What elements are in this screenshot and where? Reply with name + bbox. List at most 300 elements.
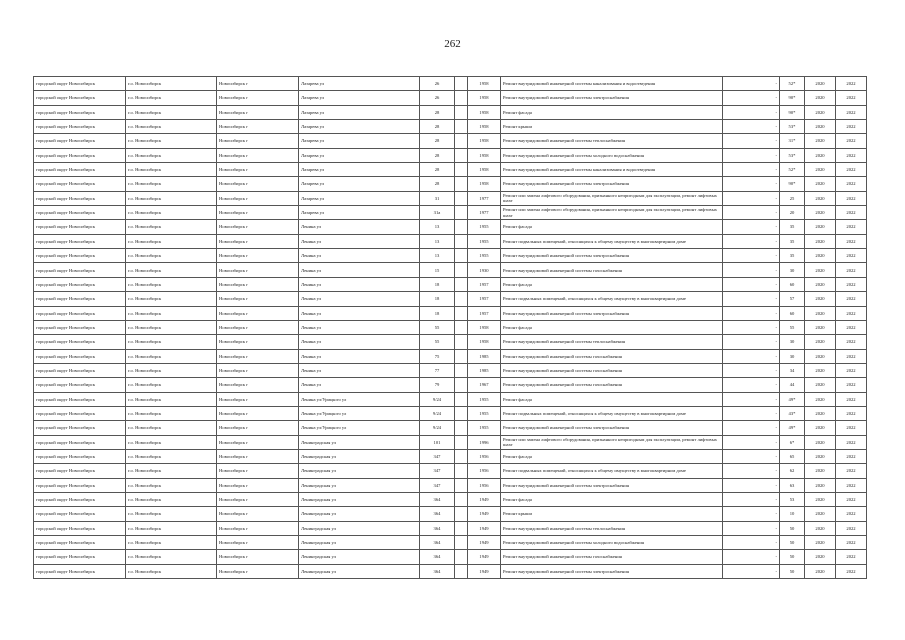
- cell-value: 52*: [780, 77, 805, 91]
- cell-blank: -: [723, 105, 780, 119]
- cell-value: 49*: [780, 392, 805, 406]
- table-row: [34, 536, 867, 550]
- cell-work-type: Ремонт внутридомовой инженерной системы электроснабжения: [501, 564, 723, 578]
- cell-settlement: Новосибирск г: [217, 478, 299, 492]
- cell-municipality: городской округ Новосибирск: [34, 435, 126, 449]
- cell-year-from: 2020: [805, 292, 836, 306]
- cell-year-to: 2022: [836, 234, 867, 248]
- cell-district: г.о. Новосибирск: [126, 507, 217, 521]
- cell-building: [455, 277, 468, 291]
- cell-building: [455, 335, 468, 349]
- table-row: [34, 77, 867, 91]
- cell-district: г.о. Новосибирск: [126, 120, 217, 134]
- cell-year-to: 2022: [836, 134, 867, 148]
- cell-house: 364: [420, 521, 455, 535]
- table-row: [34, 277, 867, 291]
- cell-year: 1957: [468, 277, 501, 291]
- cell-year-from: 2020: [805, 536, 836, 550]
- table-row: [34, 449, 867, 463]
- cell-district: г.о. Новосибирск: [126, 464, 217, 478]
- cell-district: г.о. Новосибирск: [126, 363, 217, 377]
- cell-year-to: 2022: [836, 277, 867, 291]
- cell-year: 1996: [468, 435, 501, 449]
- cell-settlement: Новосибирск г: [217, 120, 299, 134]
- cell-blank: -: [723, 492, 780, 506]
- cell-year: 1977: [468, 206, 501, 220]
- cell-house: 18: [420, 277, 455, 291]
- cell-work-type: Ремонт внутридомовой инженерной системы теплоснабжения: [501, 335, 723, 349]
- cell-house: 364: [420, 550, 455, 564]
- cell-blank: -: [723, 564, 780, 578]
- cell-blank: -: [723, 234, 780, 248]
- cell-building: [455, 105, 468, 119]
- cell-year-to: 2022: [836, 77, 867, 91]
- cell-district: г.о. Новосибирск: [126, 263, 217, 277]
- cell-year: 1985: [468, 349, 501, 363]
- cell-year-to: 2022: [836, 464, 867, 478]
- cell-blank: -: [723, 521, 780, 535]
- cell-work-type: Ремонт фасада: [501, 320, 723, 334]
- cell-value: 20: [780, 206, 805, 220]
- cell-municipality: городской округ Новосибирск: [34, 234, 126, 248]
- cell-value: 30: [780, 335, 805, 349]
- cell-building: [455, 478, 468, 492]
- cell-district: г.о. Новосибирск: [126, 378, 217, 392]
- cell-work-type: Ремонт внутридомовой инженерной системы электроснабжения: [501, 177, 723, 191]
- cell-house: 13: [420, 249, 455, 263]
- cell-street: Ленинградская ул: [299, 550, 420, 564]
- cell-municipality: городской округ Новосибирск: [34, 536, 126, 550]
- cell-building: [455, 378, 468, 392]
- cell-municipality: городской округ Новосибирск: [34, 91, 126, 105]
- cell-settlement: Новосибирск г: [217, 105, 299, 119]
- cell-district: г.о. Новосибирск: [126, 550, 217, 564]
- cell-municipality: городской округ Новосибирск: [34, 206, 126, 220]
- cell-district: г.о. Новосибирск: [126, 406, 217, 420]
- cell-street: Ленинградская ул: [299, 478, 420, 492]
- cell-value: 50: [780, 564, 805, 578]
- cell-building: [455, 435, 468, 449]
- cell-blank: -: [723, 120, 780, 134]
- cell-house: 13: [420, 220, 455, 234]
- cell-work-type: Ремонт подвальных помещений, относящихся к общему имуществу в многоквартирном доме: [501, 406, 723, 420]
- cell-value: 34: [780, 363, 805, 377]
- cell-settlement: Новосибирск г: [217, 249, 299, 263]
- table-row: [34, 249, 867, 263]
- cell-year: 1955: [468, 220, 501, 234]
- cell-year: 1958: [468, 134, 501, 148]
- cell-street: Ленинградская ул: [299, 449, 420, 463]
- cell-settlement: Новосибирск г: [217, 349, 299, 363]
- cell-year-to: 2022: [836, 206, 867, 220]
- cell-blank: -: [723, 449, 780, 463]
- cell-blank: -: [723, 249, 780, 263]
- cell-blank: -: [723, 507, 780, 521]
- cell-work-type: Ремонт фасада: [501, 105, 723, 119]
- table-row: [34, 220, 867, 234]
- cell-year-from: 2020: [805, 335, 836, 349]
- cell-blank: -: [723, 263, 780, 277]
- cell-settlement: Новосибирск г: [217, 177, 299, 191]
- cell-house: 15: [420, 263, 455, 277]
- cell-district: г.о. Новосибирск: [126, 206, 217, 220]
- cell-municipality: городской округ Новосибирск: [34, 120, 126, 134]
- cell-year-from: 2020: [805, 492, 836, 506]
- cell-year-from: 2020: [805, 206, 836, 220]
- cell-year-to: 2022: [836, 148, 867, 162]
- cell-year-to: 2022: [836, 292, 867, 306]
- cell-value: 43*: [780, 406, 805, 420]
- cell-building: [455, 464, 468, 478]
- cell-district: г.о. Новосибирск: [126, 249, 217, 263]
- cell-year-from: 2020: [805, 91, 836, 105]
- cell-settlement: Новосибирск г: [217, 449, 299, 463]
- cell-work-type: Ремонт внутридомовой инженерной системы газоснабжения: [501, 349, 723, 363]
- cell-municipality: городской округ Новосибирск: [34, 421, 126, 435]
- table-row: [34, 263, 867, 277]
- cell-street: Ленина ул: [299, 277, 420, 291]
- table-row: [34, 363, 867, 377]
- cell-blank: -: [723, 550, 780, 564]
- cell-value: 49*: [780, 421, 805, 435]
- cell-municipality: городской округ Новосибирск: [34, 550, 126, 564]
- cell-value: 90*: [780, 177, 805, 191]
- cell-year: 1949: [468, 536, 501, 550]
- cell-value: 35: [780, 234, 805, 248]
- cell-municipality: городской округ Новосибирск: [34, 449, 126, 463]
- cell-settlement: Новосибирск г: [217, 306, 299, 320]
- table-row: [34, 406, 867, 420]
- cell-year: 1958: [468, 105, 501, 119]
- cell-value: 53: [780, 492, 805, 506]
- cell-year-to: 2022: [836, 492, 867, 506]
- cell-blank: -: [723, 464, 780, 478]
- cell-building: [455, 249, 468, 263]
- cell-building: [455, 363, 468, 377]
- cell-settlement: Новосибирск г: [217, 320, 299, 334]
- cell-blank: -: [723, 320, 780, 334]
- cell-settlement: Новосибирск г: [217, 263, 299, 277]
- cell-street: Ленинградская ул: [299, 564, 420, 578]
- cell-street: Ленинградская ул: [299, 464, 420, 478]
- cell-year-from: 2020: [805, 564, 836, 578]
- cell-municipality: городской округ Новосибирск: [34, 392, 126, 406]
- table-row: [34, 177, 867, 191]
- table-row: [34, 349, 867, 363]
- table-row: [34, 320, 867, 334]
- cell-building: [455, 134, 468, 148]
- cell-blank: -: [723, 363, 780, 377]
- cell-year-to: 2022: [836, 163, 867, 177]
- cell-value: 44: [780, 378, 805, 392]
- cell-year-from: 2020: [805, 478, 836, 492]
- cell-house: 364: [420, 507, 455, 521]
- cell-year-from: 2020: [805, 134, 836, 148]
- cell-settlement: Новосибирск г: [217, 163, 299, 177]
- cell-district: г.о. Новосибирск: [126, 478, 217, 492]
- cell-year-to: 2022: [836, 320, 867, 334]
- cell-work-type: Ремонт внутридомовой инженерной системы электроснабжения: [501, 478, 723, 492]
- cell-year-to: 2022: [836, 507, 867, 521]
- cell-district: г.о. Новосибирск: [126, 191, 217, 205]
- cell-value: 10: [780, 507, 805, 521]
- cell-house: 77: [420, 363, 455, 377]
- cell-work-type: Ремонт фасада: [501, 392, 723, 406]
- cell-street: Лазарева ул: [299, 120, 420, 134]
- cell-year-to: 2022: [836, 105, 867, 119]
- cell-year-from: 2020: [805, 392, 836, 406]
- cell-building: [455, 263, 468, 277]
- cell-district: г.о. Новосибирск: [126, 220, 217, 234]
- cell-district: г.о. Новосибирск: [126, 234, 217, 248]
- cell-year: 1958: [468, 177, 501, 191]
- table-row: [34, 234, 867, 248]
- cell-settlement: Новосибирск г: [217, 234, 299, 248]
- cell-year: 1957: [468, 292, 501, 306]
- cell-settlement: Новосибирск г: [217, 335, 299, 349]
- cell-district: г.о. Новосибирск: [126, 134, 217, 148]
- cell-value: 50: [780, 521, 805, 535]
- cell-work-type: Ремонт внутридомовой инженерной системы газоснабжения: [501, 378, 723, 392]
- cell-street: Ленина ул: [299, 320, 420, 334]
- table-row: [34, 292, 867, 306]
- cell-year-from: 2020: [805, 148, 836, 162]
- cell-street: Лазарева ул: [299, 134, 420, 148]
- cell-building: [455, 206, 468, 220]
- cell-street: Ленина ул/Урицкого ул: [299, 421, 420, 435]
- cell-year-from: 2020: [805, 464, 836, 478]
- table-row: [34, 120, 867, 134]
- cell-house: 26: [420, 91, 455, 105]
- cell-house: 28: [420, 177, 455, 191]
- cell-year-from: 2020: [805, 435, 836, 449]
- cell-house: 26: [420, 77, 455, 91]
- cell-street: Ленинградская ул: [299, 435, 420, 449]
- cell-municipality: городской округ Новосибирск: [34, 507, 126, 521]
- cell-year: 1958: [468, 335, 501, 349]
- cell-year-from: 2020: [805, 349, 836, 363]
- cell-building: [455, 406, 468, 420]
- cell-year: 1958: [468, 163, 501, 177]
- cell-blank: -: [723, 378, 780, 392]
- cell-work-type: Ремонт фасада: [501, 220, 723, 234]
- cell-value: 90*: [780, 105, 805, 119]
- table-row: [34, 148, 867, 162]
- cell-district: г.о. Новосибирск: [126, 536, 217, 550]
- cell-building: [455, 292, 468, 306]
- cell-municipality: городской округ Новосибирск: [34, 249, 126, 263]
- cell-year: 1958: [468, 320, 501, 334]
- cell-settlement: Новосибирск г: [217, 134, 299, 148]
- cell-street: Лазарева ул: [299, 148, 420, 162]
- cell-blank: -: [723, 392, 780, 406]
- cell-building: [455, 421, 468, 435]
- cell-year-from: 2020: [805, 234, 836, 248]
- cell-year: 1949: [468, 492, 501, 506]
- cell-municipality: городской округ Новосибирск: [34, 177, 126, 191]
- cell-municipality: городской округ Новосибирск: [34, 464, 126, 478]
- cell-settlement: Новосибирск г: [217, 363, 299, 377]
- cell-house: 9/24: [420, 392, 455, 406]
- cell-year-to: 2022: [836, 263, 867, 277]
- cell-settlement: Новосибирск г: [217, 507, 299, 521]
- cell-settlement: Новосибирск г: [217, 406, 299, 420]
- cell-year-to: 2022: [836, 421, 867, 435]
- cell-street: Ленина ул: [299, 363, 420, 377]
- cell-district: г.о. Новосибирск: [126, 521, 217, 535]
- cell-settlement: Новосибирск г: [217, 521, 299, 535]
- cell-street: Ленинградская ул: [299, 521, 420, 535]
- table-row: [34, 134, 867, 148]
- cell-district: г.о. Новосибирск: [126, 349, 217, 363]
- cell-municipality: городской округ Новосибирск: [34, 292, 126, 306]
- cell-year-to: 2022: [836, 521, 867, 535]
- cell-house: 9/24: [420, 421, 455, 435]
- cell-building: [455, 521, 468, 535]
- cell-settlement: Новосибирск г: [217, 492, 299, 506]
- table-row: [34, 392, 867, 406]
- cell-year-to: 2022: [836, 306, 867, 320]
- cell-year: 1958: [468, 77, 501, 91]
- cell-work-type: Ремонт подвальных помещений, относящихся к общему имуществу в многоквартирном доме: [501, 234, 723, 248]
- cell-value: 6*: [780, 435, 805, 449]
- cell-year: 1955: [468, 392, 501, 406]
- cell-street: Ленина ул: [299, 249, 420, 263]
- cell-work-type: Ремонт внутридомовой инженерной системы электроснабжения: [501, 421, 723, 435]
- cell-work-type: Ремонт внутридомовой инженерной системы теплоснабжения: [501, 521, 723, 535]
- cell-municipality: городской округ Новосибирск: [34, 564, 126, 578]
- cell-municipality: городской округ Новосибирск: [34, 335, 126, 349]
- cell-district: г.о. Новосибирск: [126, 392, 217, 406]
- cell-blank: -: [723, 206, 780, 220]
- cell-year: 1957: [468, 306, 501, 320]
- cell-year-to: 2022: [836, 449, 867, 463]
- cell-house: 347: [420, 449, 455, 463]
- cell-work-type: Ремонт внутридомовой инженерной системы канализования и водоотведения: [501, 77, 723, 91]
- cell-building: [455, 163, 468, 177]
- cell-work-type: Ремонт фасада: [501, 492, 723, 506]
- cell-year: 1955: [468, 421, 501, 435]
- cell-year-from: 2020: [805, 191, 836, 205]
- cell-settlement: Новосибирск г: [217, 392, 299, 406]
- cell-building: [455, 550, 468, 564]
- cell-year: 1967: [468, 378, 501, 392]
- cell-year: 1949: [468, 507, 501, 521]
- cell-district: г.о. Новосибирск: [126, 449, 217, 463]
- cell-value: 65: [780, 449, 805, 463]
- table-row: [34, 464, 867, 478]
- cell-year-from: 2020: [805, 378, 836, 392]
- cell-blank: -: [723, 177, 780, 191]
- cell-value: 30: [780, 263, 805, 277]
- cell-blank: -: [723, 349, 780, 363]
- cell-value: 50: [780, 550, 805, 564]
- cell-year-to: 2022: [836, 564, 867, 578]
- cell-settlement: Новосибирск г: [217, 77, 299, 91]
- cell-district: г.о. Новосибирск: [126, 435, 217, 449]
- cell-work-type: Ремонт внутридомовой инженерной системы электроснабжения: [501, 91, 723, 105]
- cell-municipality: городской округ Новосибирск: [34, 363, 126, 377]
- cell-house: 55: [420, 335, 455, 349]
- cell-work-type: Ремонт внутридомовой инженерной системы канализования и водоотведения: [501, 163, 723, 177]
- cell-street: Лазарева ул: [299, 177, 420, 191]
- cell-building: [455, 507, 468, 521]
- cell-year: 1958: [468, 148, 501, 162]
- cell-district: г.о. Новосибирск: [126, 335, 217, 349]
- cell-value: 57: [780, 292, 805, 306]
- cell-work-type: Ремонт фасада: [501, 449, 723, 463]
- cell-work-type: Ремонт подвальных помещений, относящихся к общему имуществу в многоквартирном доме: [501, 292, 723, 306]
- cell-house: 28: [420, 163, 455, 177]
- cell-work-type: Ремонт внутридомовой инженерной системы теплоснабжения: [501, 134, 723, 148]
- cell-year: 1955: [468, 234, 501, 248]
- cell-municipality: городской округ Новосибирск: [34, 277, 126, 291]
- cell-year-to: 2022: [836, 220, 867, 234]
- cell-street: Лазарева ул: [299, 206, 420, 220]
- cell-settlement: Новосибирск г: [217, 564, 299, 578]
- cell-value: 25: [780, 191, 805, 205]
- cell-year: 1977: [468, 191, 501, 205]
- cell-blank: -: [723, 148, 780, 162]
- cell-value: 60: [780, 306, 805, 320]
- cell-house: 347: [420, 478, 455, 492]
- cell-year: 1949: [468, 521, 501, 535]
- table-row: [34, 521, 867, 535]
- table-row: [34, 492, 867, 506]
- registry-table: [33, 76, 867, 579]
- cell-year: 1958: [468, 91, 501, 105]
- cell-building: [455, 349, 468, 363]
- cell-value: 35: [780, 249, 805, 263]
- cell-municipality: городской округ Новосибирск: [34, 320, 126, 334]
- cell-value: 35: [780, 220, 805, 234]
- cell-year-from: 2020: [805, 406, 836, 420]
- table-row: [34, 91, 867, 105]
- cell-year-to: 2022: [836, 363, 867, 377]
- cell-year-from: 2020: [805, 521, 836, 535]
- cell-blank: -: [723, 421, 780, 435]
- cell-municipality: городской округ Новосибирск: [34, 148, 126, 162]
- cell-year-to: 2022: [836, 191, 867, 205]
- cell-value: 52*: [780, 163, 805, 177]
- cell-house: 28: [420, 134, 455, 148]
- cell-blank: -: [723, 91, 780, 105]
- cell-value: 90*: [780, 91, 805, 105]
- cell-building: [455, 306, 468, 320]
- cell-building: [455, 234, 468, 248]
- cell-work-type: Ремонт подвальных помещений, относящихся к общему имуществу в многоквартирном доме: [501, 464, 723, 478]
- cell-work-type: Ремонт внутридомовой инженерной системы холодного водоснабжения: [501, 536, 723, 550]
- cell-district: г.о. Новосибирск: [126, 277, 217, 291]
- cell-district: г.о. Новосибирск: [126, 177, 217, 191]
- cell-settlement: Новосибирск г: [217, 220, 299, 234]
- cell-building: [455, 564, 468, 578]
- table-row: [34, 378, 867, 392]
- table-row: [34, 564, 867, 578]
- cell-blank: -: [723, 220, 780, 234]
- cell-year-to: 2022: [836, 335, 867, 349]
- cell-building: [455, 536, 468, 550]
- cell-district: г.о. Новосибирск: [126, 105, 217, 119]
- cell-building: [455, 77, 468, 91]
- cell-municipality: городской округ Новосибирск: [34, 220, 126, 234]
- cell-house: 31: [420, 191, 455, 205]
- cell-house: 18: [420, 306, 455, 320]
- cell-blank: -: [723, 335, 780, 349]
- cell-year: 1956: [468, 464, 501, 478]
- cell-municipality: городской округ Новосибирск: [34, 478, 126, 492]
- cell-settlement: Новосибирск г: [217, 91, 299, 105]
